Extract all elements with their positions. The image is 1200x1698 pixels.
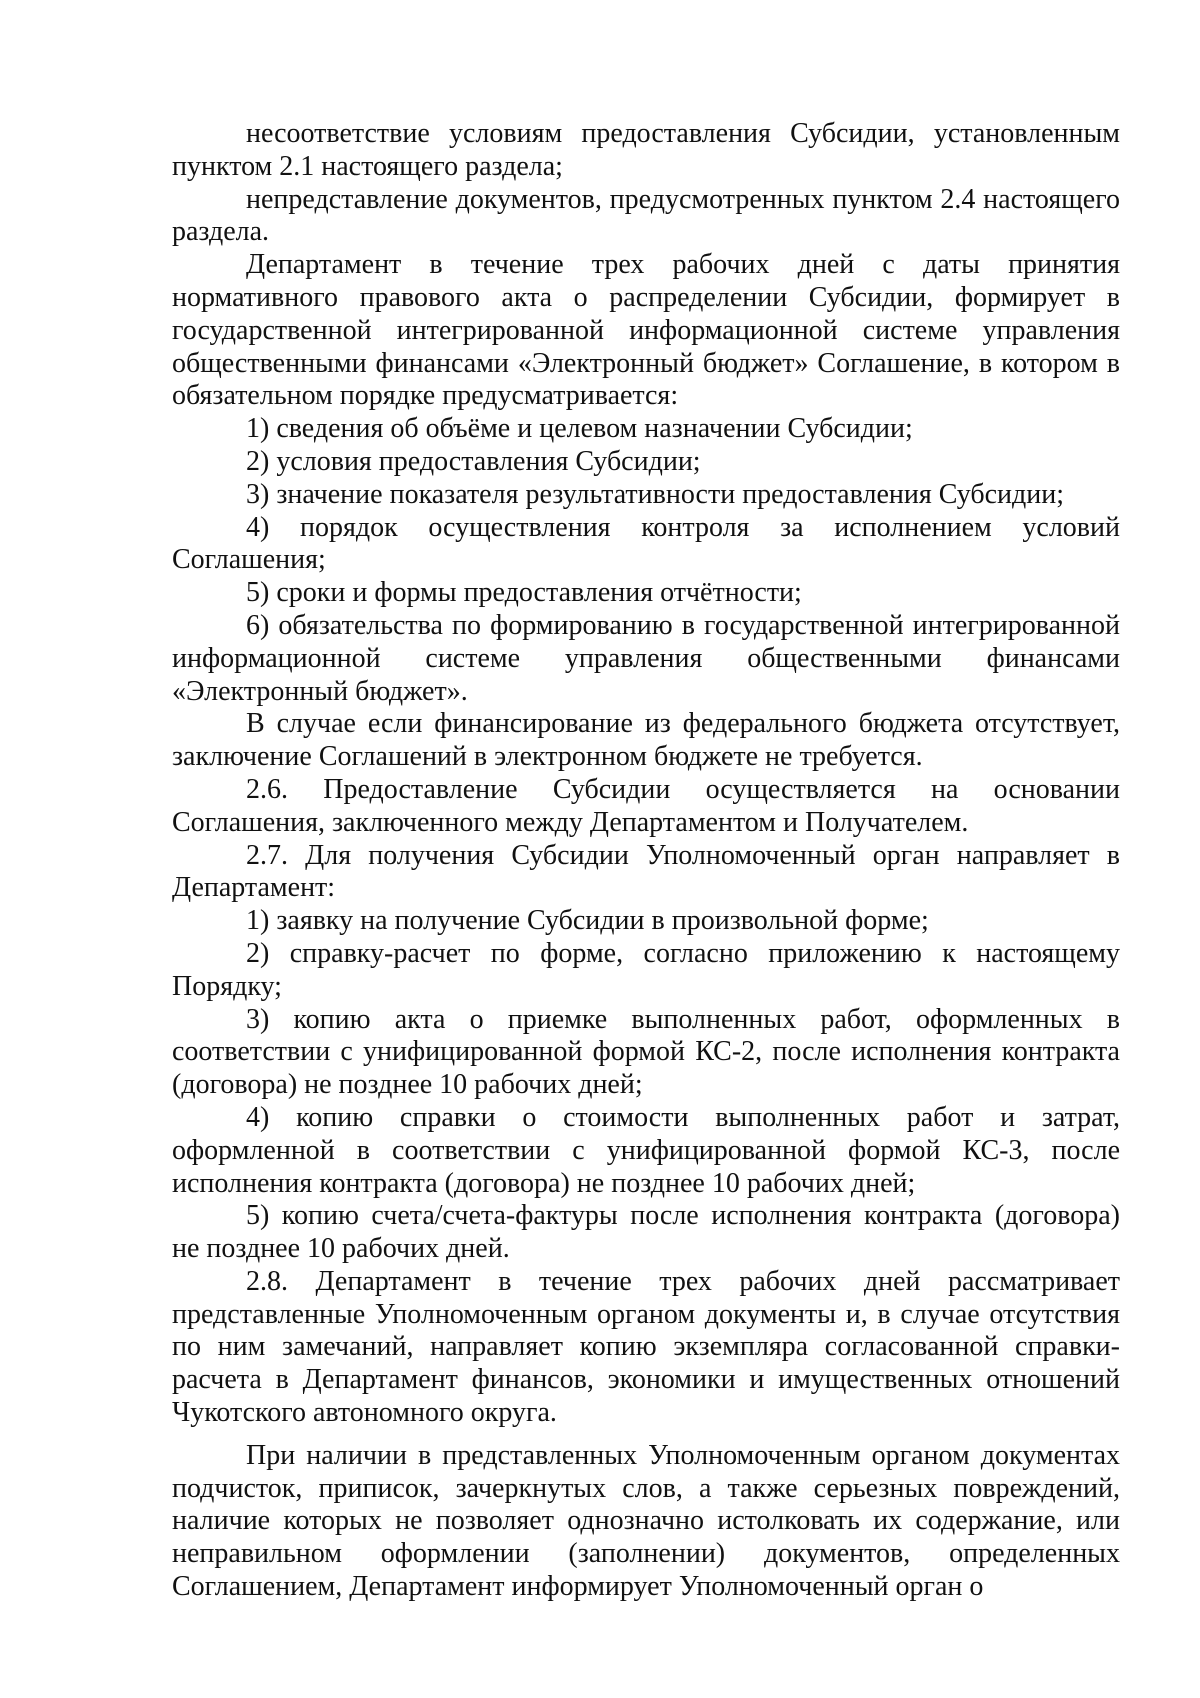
paragraph: При наличии в представленных Уполномоченным органом документах подчисток, приписок, зачеркнутых слов, а также серьезных повреждений, наличие которых не позволяет однозначно истолковать их содержание, или неправильном оформлении (заполнении) документов, определенных Соглашением, Департамент информирует Уполномоченный орган о — [172, 1439, 1120, 1603]
list-item: 3) значение показателя результативности предоставления Субсидии; — [246, 478, 1064, 510]
clause: 2.7. Для получения Субсидии Уполномоченный орган направляет в Департамент: — [172, 839, 1120, 904]
paragraph: Департамент в течение трех рабочих дней с даты принятия нормативного правового акта о распределении Субсидии, формирует в государственной интегрированной информационной системе управления общественными финансами «Электронный бюджет» Соглашение, в котором в обязательном порядке предусматривается: — [172, 249, 1120, 412]
paragraph: несоответствие условиям предоставления Субсидии, установленным пунктом 2.1 настоящего раздела; — [172, 118, 1120, 182]
clause: 2.6. Предоставление Субсидии осуществляется на основании Соглашения, заключенного между Департаментом и Получателем. — [172, 773, 1120, 838]
list-item: 4) копию справки о стоимости выполненных работ и затрат, оформленной в соответствии с унифицированной формой КС-3, после исполнения контракта (договора) не позднее 10 рабочих дней; — [172, 1101, 1120, 1199]
list-item: 4) порядок осуществления контроля за исполнением условий Соглашения; — [172, 511, 1120, 576]
list-item: 2) справку-расчет по форме, согласно приложению к настоящему Порядку; — [172, 937, 1120, 1002]
list-item: 5) копию счета/счета-фактуры после исполнения контракта (договора) не позднее 10 рабочих дней. — [172, 1200, 1120, 1265]
list-item: 2) условия предоставления Субсидии; — [246, 445, 701, 477]
list-item: 1) заявку на получение Субсидии в произвольной форме; — [246, 905, 929, 937]
clause: 2.8. Департамент в течение трех рабочих дней рассматривает представленные Уполномоченным органом документы и, в случае отсутствия по ним замечаний, направляет копию экземпляра согласованной справки-расчета в Департамент финансов, экономики и имущественных отношений Чукотского автономного округа. — [172, 1265, 1120, 1429]
list-item: 5) сроки и формы предоставления отчётности; — [246, 577, 802, 609]
document-page — [172, 118, 1120, 1604]
list-item: 6) обязательства по формированию в государственной интегрированной информационной системе управления общественными финансами «Электронный бюджет». — [172, 609, 1120, 707]
list-item: 3) копию акта о приемке выполненных работ, оформленных в соответствии с унифицированной формой КС-2, после исполнения контракта (договора) не позднее 10 рабочих дней; — [172, 1003, 1120, 1101]
list-item: 1) сведения об объёме и целевом назначении Субсидии; — [246, 413, 913, 445]
paragraph: В случае если финансирование из федерального бюджета отсутствует, заключение Соглашений в электронном бюджете не требуется. — [172, 708, 1120, 773]
paragraph: непредставление документов, предусмотренных пунктом 2.4 настоящего раздела. — [172, 183, 1120, 248]
